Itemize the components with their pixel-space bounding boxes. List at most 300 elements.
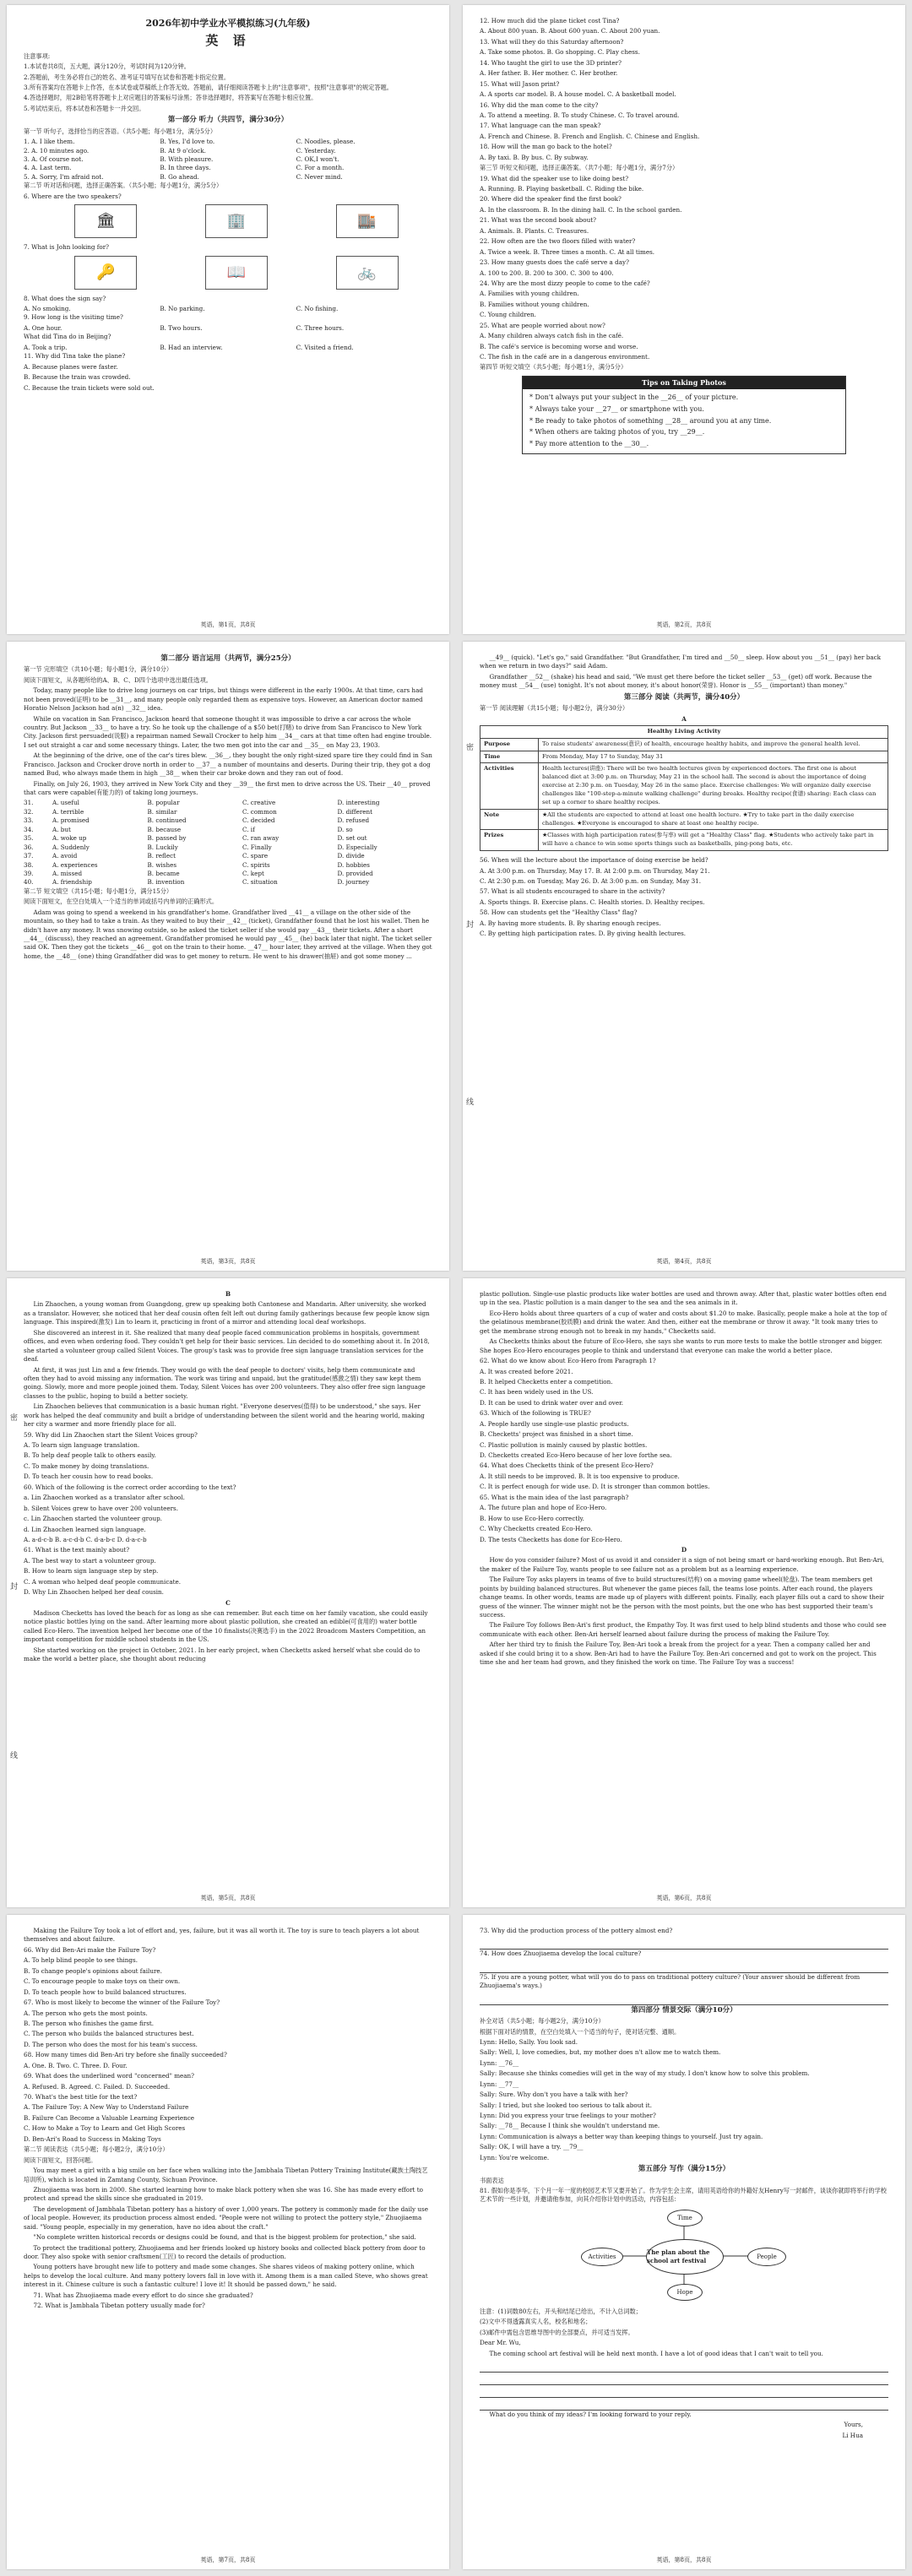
option: B. invention [147,878,185,887]
option: B. wishes [147,860,177,869]
text-line: 25. What are people worried about now? [480,321,605,329]
paragraph: __49__ (quick). "Let's go," said Grandfather. "But Grandfather, I'm tired and __50__ sleep. How about you __51__ (pay) her back when we return in two days?" said Adam. [480,653,881,670]
text-line: B. The person who finishes the game first. [24,2019,155,2027]
passage-label: B [225,1290,231,1298]
text-line: B. How to learn sign language step by step. [24,1567,159,1575]
q7-pictures [41,256,432,290]
answer-line[interactable] [480,1960,888,1973]
section1-heading: 第一节 听句子，选择恰当的应答语。（共5小题；每小题1分，满分5分） [24,127,217,135]
option: 2. A. 10 minutes ago. [24,146,90,155]
dialog [480,2038,888,2162]
seal-mark: 线 [466,1098,475,1107]
passage-label: A [681,714,687,723]
row-label: Prizes [480,830,539,851]
option: D. divide [337,852,365,860]
answer-line[interactable] [480,1937,888,1950]
text-line: D. Checketts created Eco-Hero because of her love forthe sea. [480,1451,672,1459]
text-line: 68. How many times did Ben-Ari try before she finally succeeded? [24,2051,227,2059]
text-line: 72. What is Jambhala Tibetan pottery usually made for? [33,2302,205,2310]
text-line: A. Many children always catch fish in the café. [480,332,624,340]
option: A. No smoking. [24,305,71,312]
text-line: A. It still needs to be improved. B. It is too expensive to produce. [480,1472,680,1480]
option: 36. [24,843,34,851]
text-line: B. To help deaf people talk to others easily. [24,1451,156,1460]
text-line: Sally: I tried, but she looked too serious to talk about it. [480,2101,652,2109]
option: C. kept [242,869,264,877]
page-8 [463,1915,905,2569]
text-line: D. To teach people how to build balanced structures. [24,1988,187,1996]
mind-map [574,2210,794,2302]
text-line: D. The person who does the most for his team's success. [24,2040,198,2048]
option: C. Noodles, please. [296,138,356,146]
writing-prompt: 81. 假如你是李华，下个月一年一度的校园艺术节又要开始了。作为学生会主席，请用英语给你的外籍好友Henry写一封邮件，谈谈你就即将举行的学校艺术节的一些计划，并邀请他参加，向其介绍你计划中的活动，内容包括： [480,2186,887,2204]
paragraph: The Failure Toy follows Ben-Ari's first product, the Empathy Toy. It was first used to help blind students and those who could see communicate with each other. Ben-Ari herself learned about failure during the process of making the Failure Toy. [480,1621,887,1638]
text-line: 58. How can students get the "Healthy Class" flag? [480,908,638,917]
passage-label: C [225,1598,231,1607]
row-value: ★All the students are expected to attend at least one health lecture. ★Try to take part in the daily exercise challenges. ★Everyone is encouraged to share at least one healthy recipe. [539,809,888,830]
text-line: A. The person who gets the most points. [24,2009,148,2017]
text-line: 67. Who is most likely to become the winner of the Failure Toy? [24,1998,220,2007]
option: B. popular [147,799,180,807]
text-line: D. To teach her cousin how to read books. [24,1472,154,1481]
option: B. similar [147,807,177,816]
paragraph: While on vacation in San Francisco, Jackson heard that someone thought it was impossible to drive a car across the whole country. But Jackson __33__ to have a try. So he took up the challenge of a $50 bet(打赌) to drive from San Francisco to New York City. Jackson first persuaded(说服) a repairman named Sewall Crocker to help him __34__ cars at that time often had engine trouble. I set out straight a car and some necessary things. Later, the two men got into the car and __35__ on May 23, 1903. [24,714,432,749]
text-line: C. Why Checketts created Eco-Hero. [480,1525,593,1533]
option: C. Yesterday. [296,146,336,155]
mind-map-people: People [747,2248,786,2266]
page-7 [7,1915,449,2569]
text-line: C. Young children. [480,311,536,319]
passage-e [24,2167,432,2311]
text-line: Sally: Sure. Why don't you have a talk with her? [480,2091,628,2099]
option: C. ran away [242,834,280,843]
seal-mark: 密 [466,744,475,752]
text-line: A. About 800 yuan. B. About 600 yuan. C. About 200 yuan. [480,27,660,35]
option: A. Suddenly [52,843,90,851]
text-line: A. At 3:00 p.m. on Thursday, May 17. B. At 2:00 p.m. on Thursday, May 21. [480,866,710,875]
bicycle-icon: 🚲 [336,256,399,290]
text-line: C. The person who builds the balanced structures best. [24,2030,194,2038]
note-line: 3.所有答案均在答题卡上作答，在本试卷或草稿纸上作答无效。答题前，请仔细阅读答题卡上的"注意事项"，按照"注意事项"的规定答题。 [24,84,393,91]
question-9: 9. How long is the visiting time? [24,313,123,322]
option: D. set out [337,834,367,843]
paragraph: She discovered an interest in it. She realized that many deaf people faced communication problems in hospitals, government offices, and even when ordering food. They couldn't get help for their basic services. Lin decided to do something about it. In 2018, she started a volunteer group called Silent Voices. The group's task was to provide free sign language translation services for the deaf. [24,1328,430,1364]
mind-map-time: Time [667,2210,703,2226]
paragraph: Making the Failure Toy took a lot of effort and, yes, failure, but it was all worth it. The toy is sure to teach players a lot about themselves and about failure. [24,1927,420,1944]
option: A. terrible [52,807,84,816]
paragraph: Lin Zhaochen believes that communication is a basic human right. "Everyone deserves(值得) to be understood," she says. Her work has helped the deaf community and built a bridge of understanding between the silent world and the hearing world, making her city a warmer and more friendly place for all. [24,1402,425,1429]
mind-map-center: The plan about the school art festival [646,2239,724,2275]
text-line: 15. What will Jason print? [480,79,560,88]
option: C. if [242,825,255,833]
option: B. Two hours. [160,323,203,332]
option: D. hobbies [337,860,370,869]
paragraph: Madison Checketts has loved the beach for as long as she can remember. But each time on her family vacation, she could easily notice plastic bottles lying on the sand. After learning more about plastic pollution, she created an edible(可食用的) water bottle called Eco-Hero. The invention helped her become one of the 10 finalists(决赛选手) in the 2022 Broadcom Masters Competition, an important competition for middle school students in the US. [24,1609,428,1644]
section2-heading: 第二节 听对话和问题，选择正确答案。（共5小题；每小题1分，满分5分） [24,182,223,190]
exam-title: 2026年初中学业水平模拟练习(九年级) [145,18,311,29]
writing-line[interactable] [480,2398,888,2411]
option: 37. [24,852,34,860]
part1-heading: 第一部分 听力（共四节，满分30分） [167,116,289,125]
text-line: Sally: Well, I, love comedies, but, my mother does n't allow me to watch them. [480,2048,721,2057]
paragraph: Finally, on July 26, 1903, they arrived in New York City and they __39__ the first men to drive across the US. Their __40__ proved that cars were capable(有能力的) of taking long journeys. [24,779,431,796]
reading-questions [24,1431,432,1597]
option: B. became [147,869,180,877]
text-line: 62. What do we know about Eco-Hero from Paragraph 1? [480,1357,656,1365]
mind-map-activities: Activities [581,2248,623,2266]
text-line: 13. What will they do this Saturday afternoon? [480,37,624,46]
text-line: Lynn: Hello, Sally. You look sad. [480,2037,578,2046]
text-line: A. By having more students. B. By sharing enough recipes. [480,919,661,927]
option: D. Especially [337,843,377,851]
text-line: C. At 2:30 p.m. on Tuesday, May 26. D. At 3:00 p.m. on Sunday, May 31. [480,876,702,885]
text-line: 19. What did the speaker use to like doing best? [480,174,629,182]
option: A. friendship [52,878,92,887]
option: B. continued [147,816,187,825]
option: D. so [337,825,353,833]
reading-expression-heading: 第二节 阅读表达（共5小题；每小题2分，满分10分） [24,2145,169,2154]
text-line: A. Running. B. Playing basketball. C. Riding the bike. [480,185,644,193]
option: B. because [147,825,182,833]
option: D. different [337,807,373,816]
text-line: A. The future plan and hope of Eco-Hero. [480,1504,607,1512]
dialog-heading: 补全对话（共5小题；每小题2分，满分10分） [480,2017,605,2026]
option: B. No parking. [160,305,205,312]
tip-line: * Always take your __27__ or smartphone with you. [529,405,704,414]
question-74: 74. How does Zhuojiaema develop the local culture? [480,1950,642,1958]
reading-heading: 第一节 阅读理解（共15小题；每小题2分，满分30分） [480,704,629,713]
text-line: 第三节 听短文和问题，选择正确答案。（共7小题；每小题1分，满分7分） [480,164,679,172]
text-line: D. Ben-Ari's Road to Success in Making Toys [24,2134,161,2143]
note-line: 2.答题前，考生务必将自己的姓名、准考证号填写在试卷和答题卡指定位置。 [24,73,231,81]
passage-label: D [681,1545,687,1554]
row-label: Activities [480,763,539,809]
text-line: 14. Who taught the girl to use the 3D printer? [480,58,622,67]
text-line: Lynn: Did you express your true feelings to your mother? [480,2112,656,2119]
option: C. situation [242,878,278,887]
paragraph: Adam was going to spend a weekend in his grandfather's home. Grandfather lived __41__ a village on the other side of the mountain, so they had to take a train. As they waited to buy their __42__ (ticket), Grandfather found that he lost his wallet. Then he didn't have any money. It was snowing outside, so he asked the ticket seller if she would pay __43__ their tickets. After a short __44__ (discuss), they reached an agreement. Grandfather promised he would pay __45__ (he) back later that night. The ticket seller said OK. Then they got the tickets __46__ got on the train to their home. __47__ hour later, they arrived at the village. When they got home, the __48__ (one) thing Grandfather did was to get money to return. He went to his drawer(抽屉) and got some money ... [24,908,432,960]
text-line: A. To learn sign language translation. [24,1441,140,1449]
option: C. Finally [242,843,272,851]
text-line: Lynn: You're welcome. [480,2153,550,2161]
subject-title: 英 语 [205,32,251,48]
text-line: C. To make money by doing translations. [24,1462,149,1470]
text-line: 69. What does the underlined word "concerned" mean? [24,2072,195,2080]
option: A. One hour. [24,323,62,332]
listening-questions [480,17,888,372]
text-line: Sally: OK, I will have a try. __79__ [480,2143,584,2151]
text-line: B. Checketts' project was finished in a short time. [480,1430,633,1439]
key-icon: 🔑 [74,256,137,290]
text-line: B. How to use Eco-Hero correctly. [480,1514,584,1522]
option: C. common [242,807,277,816]
paragraph: As Checketts thinks about the future of Eco-Hero, she says she wants to run more tests to make the bottle stronger and bigger. She hopes Eco-Hero encourages people to think and understand that everyone can make the world a better place. [480,1337,882,1354]
cloze-option-row [24,816,432,825]
option: D. refused [337,816,370,825]
text-line: The development of Jambhala Tibetan pottery has a history of over 1,000 years. The pottery is commonly made for the daily use of local people. However, its production process almost ended. "People were not willing to protect the pottery style," Zhuojiaema said. "Young people, especially in my generation, have no idea about the craft." [24,2205,428,2231]
text-line: 59. Why did Lin Zhaochen start the Silent Voices group? [24,1430,198,1439]
part4-heading: 第四部分 情景交际（满分10分） [631,2005,737,2015]
row-value: ★Classes with high participation rates(参与率) will get a "Healthy Class" flag. ★Students who actively take part in will have a chance to win some sports things such as basketballs, ping-pong bats, etc. [539,830,888,851]
reading-questions [480,856,888,939]
option: A. Because planes were faster. [24,362,118,371]
text-line: "No complete written historical records or designs could be found, and that is the biggest problem for protection," she said. [33,2233,416,2242]
page-footer: 英语，第6页，共8页 [656,1894,712,1901]
option: A. but [52,825,71,833]
text-line: a. Lin Zhaochen worked as a translator after school. [24,1494,185,1502]
option: 31. [24,799,34,807]
page-footer: 英语，第2页，共8页 [656,621,712,628]
mind-map-hope: Hope [667,2284,703,2301]
text-line: A. People hardly use single-use plastic products. [480,1419,629,1428]
option: C. OK,I won't. [296,155,339,163]
option: D. provided [337,869,373,877]
note-line: 注意事项: [24,52,51,60]
option: A. useful [52,799,79,807]
option: A. Took a trip. [24,343,68,351]
text-line: 60. Which of the following is the correct order according to the text? [24,1483,236,1491]
table-row [480,809,888,830]
paragraph: How do you consider failure? Most of us avoid it and consider it a sign of not being smart or hard-working enough. But Ben-Ari, the maker of the Failure Toy, wants people to see failure not as a problem but as a learning experience. [480,1556,884,1573]
paragraph: At first, it was just Lin and a few friends. They would go with the deaf people to doctors' visits, help them communicate and often they had to avoid missing any information. The work was tiring and unpaid, but the gratitude(感激之情) they saw kept them going. Slowly, more and more people joined them. Today, Silent Voices has over 200 volunteers. They also offer free sign language classes to the public, hoping to build a better society. [24,1365,426,1400]
text-line: A. To attend a meeting. B. To study Chinese. C. To travel around. [480,111,680,119]
signoff: Yours, [844,2421,863,2429]
cloze-options [24,799,432,887]
tip-line: * When others are taking photos of you, try __29__. [529,428,705,437]
text-line: Lynn: __76__ [480,2058,519,2067]
reading-questions [24,1946,432,2144]
notes [24,52,432,114]
paragraph: She started working on the project in October, 2021. In her early project, when Checketts asked herself what she could do to make the world a better place, she thought about reducing [24,1646,421,1663]
cloze-option-row [24,826,432,834]
tip-line: * Pay more attention to the __30__. [529,439,649,447]
text-line: A. Take some photos. B. Go shopping. C. Play chess. [480,48,640,57]
seal-mark: 密 [10,1414,19,1423]
text-line: A. In the classroom. B. In the dining hall. C. In the school garden. [480,205,682,214]
text-line: C. The fish in the café are in a dangerous environment. [480,353,650,361]
part3-heading: 第三部分 阅读（共两节，满分40分） [623,692,745,702]
text-line: A. Refused. B. Agreed. C. Failed. D. Succeeded. [24,2082,171,2091]
text-line: You may meet a girl with a big smile on her face when walking into the Jambhala Tibetan Pottery Training Institute(藏族土陶技艺培训所), which is located in Zamtang County, Sichuan Province. [24,2167,428,2183]
option: B. Had an interview. [160,343,223,351]
requirement: 注意：(1)词数80左右，开头和结尾已给出，不计入总词数； [480,2307,642,2315]
text-line: A. 100 to 200. B. 200 to 300. C. 300 to 400. [480,268,614,277]
cloze-option-row [24,843,432,852]
text-line: A. Her father. B. Her mother. C. Her brother. [480,69,618,78]
text-line: A. It was created before 2021. [480,1367,573,1375]
text-line: 63. Which of the following is TRUE? [480,1409,591,1418]
option: B. passed by [147,834,187,843]
row-label: Time [480,751,539,763]
text-line: 66. Why did Ben-Ari make the Failure Toy? [24,1945,156,1954]
letter-greeting: Dear Mr. Wu, [480,2339,521,2347]
text-line: 12. How much did the plane ticket cost Tina? [480,17,620,24]
text-line: C. It is perfect enough for wide use. D. It is stronger than common bottles. [480,1483,710,1491]
page-6 [463,1278,905,1907]
text-line: 21. What was the second book about? [480,216,596,225]
table-row [480,751,888,763]
option: B. Because the train was crowded. [24,373,131,382]
text-line: d. Lin Zhaochen learned sign language. [24,1525,146,1533]
option: D. journey [337,878,370,887]
option: 33. [24,816,34,825]
text-line: B. Failure Can Become a Valuable Learning Experience [24,2113,195,2122]
option: A. experiences [52,860,98,869]
option: C. For a month. [296,164,345,172]
text-line: A. Animals. B. Plants. C. Treasures. [480,226,589,235]
book-icon: 📖 [205,256,268,290]
question-10: What did Tina do in Beijing? [24,333,111,341]
option: C. Never mind. [296,172,343,181]
option: 32. [24,807,34,816]
paragraph: The Failure Toy asks players in teams of five to build structures(结构) on a moving game wheel(轮盘). The team members get points by building balanced structures. But whenever the game pieces fall, the teams lose points. After each round, the players change teams. In other words, teams are made up of players with different points. Finally, each player fills out a card to show their guess of the winner. The winner might not be the person with the most points, but the one who has best supported their team's success. [480,1575,884,1619]
note-line: 1.本试卷共8页，五大题，满分120分，考试时间为120分钟。 [24,62,190,71]
seal-mark: 线 [10,1752,19,1760]
page-2 [463,5,905,634]
reading-questions [480,1357,888,1544]
part2-heading: 第二部分 语言运用（共两节，满分25分） [160,654,296,663]
row-label: Note [480,809,539,830]
text-line: 第四节 听短文填空（共5小题；每小题1分，满分5分） [480,363,627,371]
option: B. Go ahead. [160,172,199,181]
fill-heading: 第二节 短文填空（共15小题；每小题1分，满分15分） [24,887,173,895]
building-icon: 🏛 [74,204,137,238]
paragraph: plastic pollution. Single-use plastic products like water bottles are used and thrown away. After that, plastic water bottles often end up in the sea. Plastic pollution is a main danger to the sea and the sea animals in it. [480,1290,887,1307]
text-line: Sally: __78__ Because I think she wouldn't understand me. [480,2122,660,2130]
dialog-direction: 根据下面对话的情景，在空白处填入一个适当的句子，使对话完整、通顺。 [480,2027,681,2036]
activity-table [480,725,888,851]
table-row [480,830,888,851]
option: A. woke up [52,834,87,843]
signature: Li Hua [842,2431,863,2439]
row-value: From Monday, May 17 to Sunday, May 31 [539,751,888,763]
question-73: 73. Why did the production process of the pottery almost end? [480,1927,673,1934]
cloze-option-row [24,799,432,807]
text-line: Sally: Because she thinks comedies will get in the way of my study. I don't know how to solve this problem. [480,2069,810,2078]
writing-line[interactable] [480,2360,888,2373]
text-line: A. Families with young children. [480,290,579,298]
seal-mark: 封 [10,1583,19,1592]
paragraph: Grandfather __52__ (shake) his head and said, "We must get there before the ticket seller __53__ (get) off work. Because the money must __54__ (use) tonight. It's not about money, it's about honor(荣誉). Honor is __55__ (important) than money." [480,672,872,690]
page-5 [7,1278,449,1907]
paragraph: At the beginning of the drive, one of the car's tires blew. __36__, they bought the only right-sized spare tire they could find in San Francisco. Jackson and Crocker drove north in order to __37__ a number of mountains and deserts. During their trip, they got a dog named Bud, who always made them in high __38__ when their car broke down and they ran out of food. [24,751,432,778]
text-line: B. The café's service is becoming worse and worse. [480,342,638,350]
text-line: A. By taxi. B. By bus. C. By subway. [480,153,589,161]
text-line: C. By getting high participation rates. D. By giving health lectures. [480,930,687,938]
tip-line: * Don't always put your subject in the __26__ of your picture. [529,393,739,402]
office-icon: 🏢 [205,204,268,238]
cloze-option-row [24,870,432,878]
text-line: D. The tests Checketts has done for Eco-Hero. [480,1535,622,1543]
option: A. missed [52,869,83,877]
paragraph: Eco-Hero holds about three quarters of a cup of water and costs about $1.20 to make. Basically, people make a hole at the top of the gelatinous membrane(胶质膜) and drink the water. And then, either eat the membrane or throw it away. "It took many tries to get the membrane strong enough not to break in my hands," Checketts said. [480,1309,888,1335]
page-1 [7,5,449,634]
page-footer: 英语，第7页，共8页 [200,2556,256,2563]
writing-line[interactable] [480,2385,888,2398]
page-footer: 英语，第8页，共8页 [656,2556,712,2563]
option: C. Visited a friend. [296,343,354,351]
cloze-option-row [24,878,432,887]
tips-box [522,376,846,455]
option: B. At 9 o'clock. [160,146,206,155]
text-line: 70. What's the best title for the text? [24,2093,138,2101]
option: C. No fishing. [296,305,339,312]
text-line: A. One. B. Two. C. Three. D. Four. [24,2061,128,2069]
text-line: A. Twice a week. B. Three times a month. C. At all times. [480,247,655,256]
option: 4. A. Last term. [24,164,72,172]
option: 35. [24,834,34,843]
note-line: 5.考试结束后，将本试卷和答题卡一并交回。 [24,104,145,112]
option: 1. A. I like them. [24,138,75,146]
option: 3. A. Of course not. [24,155,84,163]
text-line: 23. How many guests does the café serve a day? [480,258,629,267]
question-11: 11. Why did Tina take the plane? [24,352,126,361]
page-footer: 英语，第1页，共8页 [200,621,256,628]
letter-closing: What do you think of my ideas? I'm looking forward to your reply. [489,2411,692,2418]
cloze-heading: 第一节 完形填空（共10小题；每小题1分，满分10分） [24,665,173,674]
page-3 [7,642,449,1271]
text-line: Lynn: Communication is always a better way than keeping things to yourself. Just try again. [480,2132,763,2140]
option: A. avoid [52,852,78,860]
question-8: 8. What does the sign say? [24,294,106,302]
row-value: Health lectures(讲座): There will be two health lectures given by experienced doctors. The first one is about balanced diet at 3:00 p.m. on Thursday, May 21 in the school hall. The second is about the importance of doing exercise at 2:30 p.m. on Tuesday, May 26 in the same place. Exercise challenges: We will organize daily exercise challenges like "100-step-a-minute walking challenge" during breaks. Healthy recipe(食谱) sharing: Each class can set up a corner to share healthy recipes. [539,763,888,809]
note-line: 4.答选择题时，用2B铅笔将答题卡上对应题目的答案标号涂黑；答非选择题时，将答案写在答题卡相应位置。 [24,94,318,102]
tips-title: Tips on Taking Photos [523,377,845,390]
reading-expression-direction: 阅读下面短文，回答问题。 [24,2156,97,2164]
writing-line[interactable] [480,2373,888,2385]
text-line: A. The Failure Toy: A New Way to Understand Failure [24,2103,189,2112]
option: D. interesting [337,799,380,807]
text-line: B. To change people's opinions about failure. [24,1966,162,1975]
page-4 [463,642,905,1271]
option: B. In three days. [160,164,211,172]
text-line: 16. Why did the man come to the city? [480,100,599,109]
option: B. Yes, I'd love to. [160,138,215,146]
text-line: 71. What has Zhuojiaema made every effort to do since she graduated? [33,2291,253,2299]
cloze-option-row [24,861,432,870]
option: 39. [24,869,34,877]
text-line: 17. What language can the man speak? [480,122,601,130]
answer-line[interactable] [480,1993,888,2005]
text-line: A. To help blind people to see things. [24,1956,138,1965]
requirement: (2)文中不得透露真实人名，校名和地名； [480,2318,592,2326]
option: C. Three hours. [296,323,345,332]
option: 34. [24,825,34,833]
seal-mark: 封 [466,921,475,930]
text-line: 64. What does Checketts think of the present Eco-Hero? [480,1462,654,1470]
text-line: 57. What is all students encouraged to share in the activity? [480,887,665,896]
text-line: 18. How will the man go back to the hotel? [480,143,612,151]
text-line: A. Sports things. B. Exercise plans. C. Health stories. D. Healthy recipes. [480,898,705,906]
question-75: 75. If you are a young potter, what will you do to pass on traditional pottery culture? (Your answer should be different from Zhuojiaema's ways.) [480,1972,860,1990]
text-line: D. Why Lin Zhaochen helped her deaf cousin. [24,1588,164,1597]
option: 5. A. Sorry, I'm afraid not. [24,172,104,181]
option: 38. [24,860,34,869]
text-line: 20. Where did the speaker find the first book? [480,195,622,203]
text-line: 22. How often are the two floors filled with water? [480,237,636,246]
table-row [480,738,888,751]
option: A. promised [52,816,90,825]
text-line: 24. Why are the most dizzy people to come to the café? [480,279,650,287]
text-line: B. Families without young children. [480,300,589,308]
tip-line: * Be ready to take photos of something __28__ around you at any time. [529,416,772,425]
text-line: c. Lin Zhaochen started the volunteer group. [24,1515,162,1523]
page-footer: 英语，第5页，共8页 [200,1894,256,1901]
paragraph: After her third try to finish the Failure Toy, Ben-Ari took a break from the project for a year. Then a company called her and asked if she could bring it to a show. Ben-Ari had to have the Failure Toy. Ben-Ari concerned and got to work on the project. This time she and her team had grown, and they finished the work on time. The Failure Toy was a success! [480,1641,877,1667]
question-7: 7. What is John looking for? [24,243,110,252]
row-value: To raise students' awareness(意识) of health, encourage healthy habits, and improve the general health level. [539,738,888,751]
q1-5 [24,138,432,182]
